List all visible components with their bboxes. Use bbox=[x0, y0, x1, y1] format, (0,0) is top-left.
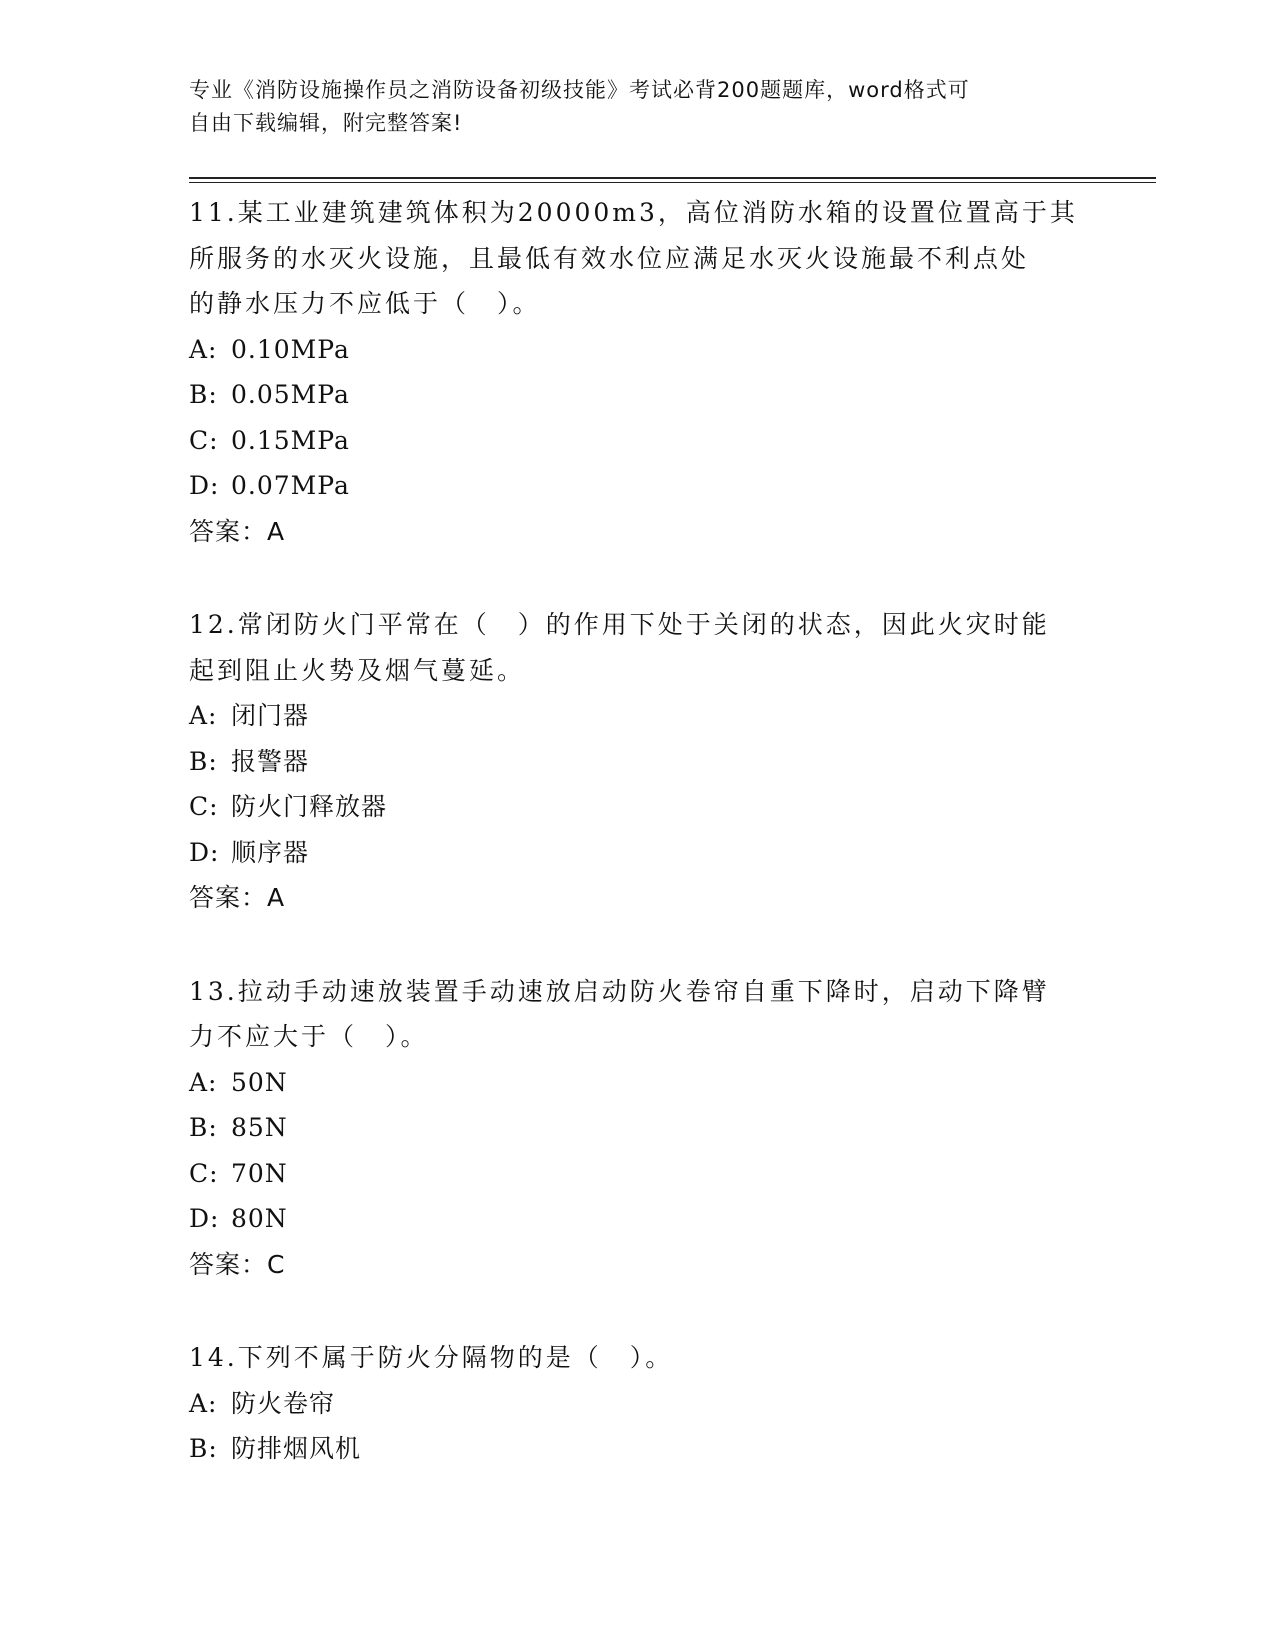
option-letter: D: bbox=[189, 1204, 220, 1233]
option-text: 顺序器 bbox=[231, 837, 310, 867]
option-letter: C: bbox=[189, 1158, 219, 1188]
option-letter: A: bbox=[189, 334, 218, 364]
answer-value: A bbox=[267, 516, 286, 546]
answer-value: C bbox=[267, 1249, 286, 1279]
question-stem-line: 的静水压力不应低于（ ）。 bbox=[189, 289, 541, 318]
option-text: 70N bbox=[231, 1158, 288, 1188]
question-stem-line: 所服务的水灭火设施，且最低有效水位应满足水灭火设施最不利点处 bbox=[189, 243, 1030, 273]
question-stem-line: 起到阻止火势及烟气蔓延。 bbox=[189, 655, 526, 685]
question-stem bbox=[189, 602, 1089, 693]
answer-line bbox=[189, 1242, 1089, 1288]
header-divider-thick bbox=[189, 177, 1156, 179]
option-letter: C: bbox=[189, 425, 219, 455]
question-stem-line: 13.拉动手动速放装置手动速放启动防火卷帘自重下降时，启动下降臂 bbox=[189, 976, 1050, 1006]
question-12 bbox=[189, 602, 1089, 921]
question-stem-line: 11.某工业建筑建筑体积为20000m3，高位消防水箱的设置位置高于其 bbox=[189, 198, 1078, 227]
document-header bbox=[189, 74, 1089, 140]
header-line-1: 专业《消防设施操作员之消防设备初级技能》考试必背200题题库，word格式可 bbox=[189, 78, 970, 102]
question-stem bbox=[189, 190, 1089, 327]
option-b bbox=[189, 739, 1089, 785]
option-b bbox=[189, 372, 1089, 418]
answer-value: A bbox=[267, 883, 286, 912]
question-list bbox=[189, 190, 1089, 1520]
question-stem bbox=[189, 1335, 1089, 1381]
question-14 bbox=[189, 1335, 1089, 1472]
option-letter: B: bbox=[189, 746, 218, 776]
option-letter: A: bbox=[189, 701, 218, 730]
question-11 bbox=[189, 190, 1089, 554]
option-text: 50N bbox=[231, 1067, 288, 1097]
option-d bbox=[189, 1196, 1089, 1242]
option-letter: A: bbox=[189, 1388, 218, 1418]
answer-line bbox=[189, 509, 1089, 555]
option-text: 0.05MPa bbox=[231, 380, 350, 409]
option-text: 80N bbox=[231, 1204, 288, 1233]
question-stem bbox=[189, 969, 1089, 1060]
option-text: 0.10MPa bbox=[231, 334, 350, 364]
option-text: 报警器 bbox=[231, 746, 310, 776]
question-13 bbox=[189, 969, 1089, 1288]
option-letter: B: bbox=[189, 1434, 218, 1463]
option-letter: B: bbox=[189, 1113, 218, 1142]
question-stem-line: 力不应大于（ ）。 bbox=[189, 1022, 429, 1051]
option-b bbox=[189, 1426, 1089, 1472]
option-text: 防排烟风机 bbox=[231, 1434, 362, 1463]
option-letter: C: bbox=[189, 792, 219, 821]
option-letter: B: bbox=[189, 380, 218, 409]
option-c bbox=[189, 1151, 1089, 1197]
option-d bbox=[189, 463, 1089, 509]
answer-label: 答案： bbox=[189, 516, 268, 546]
header-divider-thin bbox=[189, 182, 1156, 183]
header-line-2: 自由下载编辑，附完整答案! bbox=[189, 111, 463, 135]
option-letter: D: bbox=[189, 471, 220, 500]
option-text: 防火门释放器 bbox=[231, 792, 388, 821]
option-text: 0.07MPa bbox=[231, 471, 350, 500]
option-c bbox=[189, 418, 1089, 464]
option-text: 闭门器 bbox=[231, 701, 310, 730]
option-text: 85N bbox=[231, 1113, 288, 1142]
option-letter: A: bbox=[189, 1067, 218, 1097]
question-stem-line: 12.常闭防火门平常在（ ）的作用下处于关闭的状态，因此火灾时能 bbox=[189, 610, 1050, 639]
question-stem-line: 14.下列不属于防火分隔物的是（ ）。 bbox=[189, 1343, 674, 1372]
answer-line bbox=[189, 875, 1089, 921]
option-a bbox=[189, 1060, 1089, 1106]
answer-label: 答案： bbox=[189, 883, 268, 912]
option-d bbox=[189, 830, 1089, 876]
option-a bbox=[189, 327, 1089, 373]
option-c bbox=[189, 784, 1089, 830]
option-text: 0.15MPa bbox=[231, 425, 350, 455]
answer-label: 答案： bbox=[189, 1249, 268, 1279]
option-a bbox=[189, 1381, 1089, 1427]
option-a bbox=[189, 693, 1089, 739]
option-letter: D: bbox=[189, 837, 220, 867]
option-text: 防火卷帘 bbox=[231, 1388, 336, 1418]
option-b bbox=[189, 1105, 1089, 1151]
